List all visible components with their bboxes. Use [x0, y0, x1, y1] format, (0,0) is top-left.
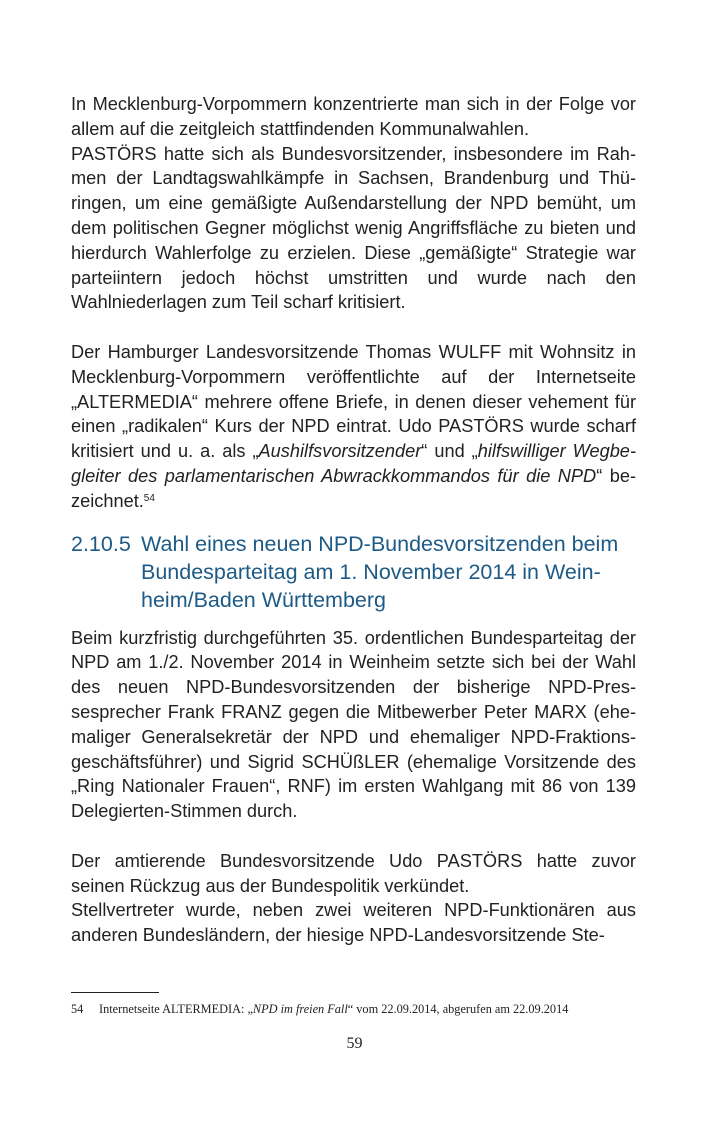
quote-wegbegleiter: hilfswilliger Wegbegleiter des parlamentarischen Abwrackkommandos für die NPD — [71, 441, 636, 486]
paragraph-4: Beim kurzfristig durchgeführten 35. ordentlichen Bundesparteitag der NPD am 1./2. November 2014 in Weinheim setzte sich bei der Wahl des neuen NPD-Bundesvorsitzenden der bisherige NPD-Pressesprecher Frank FRANZ gegen die Mitbewerber Peter MARX (ehemaliger Generalsekretär der NPD und ehemaliger NPD-Fraktionsgeschäftsführer) und Sigrid SCHÜßLER (ehemalige Vorsitzende des „Ring Nationaler Frauen“, RNF) im ersten Wahlgang mit 86 von 139 Delegierten-Stimmen durch. — [71, 627, 636, 822]
paragraph-gap — [71, 824, 636, 849]
section-title: Wahl eines neuen NPD-Bundesvorsitzenden beim Bundesparteitag am 1. November 2014 in Weinheim/Baden Württemberg — [141, 531, 619, 612]
footnote — [71, 1001, 671, 1017]
footnote-text-b: “ vom 22.09.2014, abgerufen am 22.09.2014 — [347, 1002, 569, 1016]
paragraph-2: PASTÖRS hatte sich als Bundesvorsitzender, insbesondere im Rahmen der Landtagswahlkämpfe in Sachsen, Brandenburg und Thüringen, um eine gemäßigte Außendarstellung der NPD bemüht, um dem politischen Gegner möglichst wenig Angriffsfläche zu bieten und hierdurch Wahlerfolge zu erzielen. Diese „gemäßigte“ Strategie war parteiintern jedoch höchst umstritten und wurde nach den Wahlniederlagen zum Teil scharf kritisiert. — [71, 143, 636, 313]
section-heading — [71, 530, 636, 614]
paragraph-3 — [71, 340, 636, 514]
paragraph-3-text-c: “ bezeichnet. — [71, 465, 637, 511]
paragraph-1: In Mecklenburg-Vorpommern konzentrierte man sich in der Folge vor allem auf die zeitgleich stattfindenden Kommunalwahlen. — [71, 94, 636, 139]
page-number: 59 — [346, 1035, 363, 1052]
quote-aushilfsvorsitzender: Aushilfsvorsitzender — [258, 441, 422, 462]
paragraph-3-text-b: “ und „ — [421, 441, 478, 462]
paragraph-5: Der amtierende Bundesvorsitzende Udo PASTÖRS hatte zuvor seinen Rückzug aus der Bundespolitik verkündet. — [71, 850, 636, 896]
footnote-reference[interactable]: 54 — [143, 492, 155, 504]
footnote-title: NPD im freien Fall — [252, 1002, 348, 1016]
footnote-number: 54 — [71, 1002, 84, 1016]
paragraph-6: Stellvertreter wurde, neben zwei weiteren NPD-Funktionären aus anderen Bundesländern, der hiesige NPD-Landesvorsitzende Ste- — [71, 900, 636, 946]
footnote-text-a: Internetseite ALTERMEDIA: „ — [99, 1002, 253, 1016]
paragraph-3-text-a: Der Hamburger Landesvorsitzende Thomas WULFF mit Wohnsitz in Mecklenburg-Vorpommern veröffentlichte auf der Internetseite „ALTERMEDIA“ mehrere offene Briefe, in denen dieser vehement für einen „radikalen“ Kurs der NPD eintrat. Udo PASTÖRS wurde scharf kritisiert und u. a. als „ — [71, 341, 636, 462]
page-body — [71, 92, 636, 948]
paragraph-gap — [71, 315, 636, 340]
section-number: 2.10.5 — [71, 531, 131, 556]
footnote-divider — [71, 992, 159, 993]
